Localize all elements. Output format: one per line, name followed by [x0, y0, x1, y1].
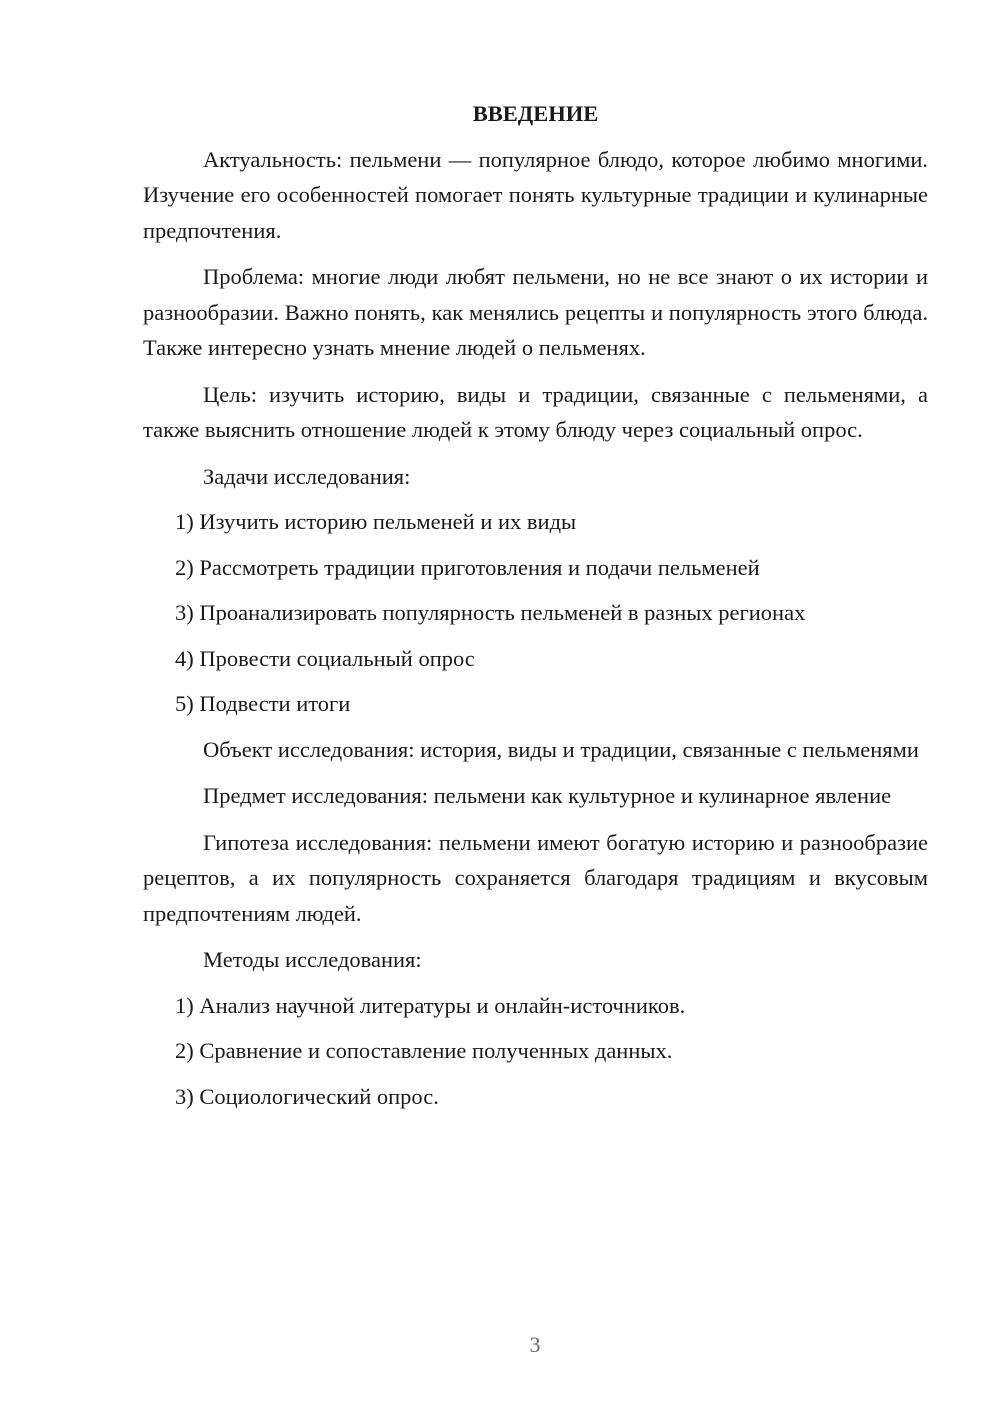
goal-paragraph: Цель: изучить историю, виды и традиции, связанные с пельменями, а также выяснить отношение людей к этому блюду через социальный опрос. [143, 381, 928, 442]
tasks-heading: Задачи исследования: [203, 463, 411, 489]
problem-paragraph: Проблема: многие люди любят пельмени, но не все знают о их истории и разнообразии. Важно понять, как менялись рецепты и популярность этого блюда. Также интересно узнать мнение людей о пельменях. [143, 264, 928, 360]
hypothesis-paragraph: Гипотеза исследования: пельмени имеют богатую историю и разнообразие рецептов, а их популярность сохраняется благодаря традициям и вкусовым предпочтениям людей. [143, 829, 928, 926]
task-item: 1) Изучить историю пельменей и их виды [175, 509, 577, 534]
methods-list [143, 988, 928, 1115]
task-item: 2) Рассмотреть традиции приготовления и подачи пельменей [175, 554, 760, 580]
task-item: 4) Провести социальный опрос [175, 645, 475, 671]
task-item: 3) Проанализировать популярность пельменей в разных регионах [175, 600, 806, 625]
page-content [143, 96, 928, 1124]
object-paragraph: Объект исследования: история, виды и традиции, связанные с пельменями [203, 736, 919, 762]
method-item: 1) Анализ научной литературы и онлайн-источников. [175, 992, 686, 1018]
method-item: 3) Социологический опрос. [175, 1083, 439, 1109]
task-item: 5) Подвести итоги [175, 691, 351, 716]
subject-paragraph: Предмет исследования: пельмени как культурное и кулинарное явление [203, 783, 892, 808]
relevance-paragraph: Актуальность: пельмени — популярное блюдо, которое любимо многими. Изучение его особенностей помогает понять культурные традиции и кулинарные предпочтения. [143, 146, 928, 243]
methods-heading: Методы исследования: [203, 947, 422, 972]
method-item: 2) Сравнение и сопоставление полученных данных. [175, 1038, 673, 1063]
page-number: 3 [529, 1332, 541, 1357]
tasks-list [143, 504, 928, 722]
section-title: ВВЕДЕНИЕ [472, 101, 599, 126]
